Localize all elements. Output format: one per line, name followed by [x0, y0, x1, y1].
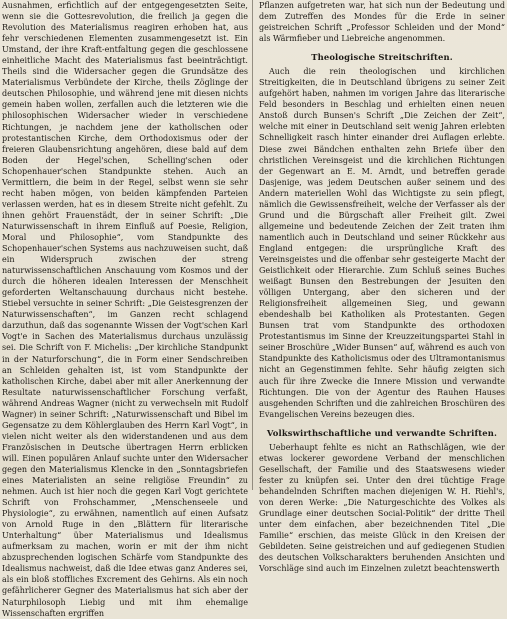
- section-text-volkswirthschaftliche: Ueberhaupt fehlte es nicht an Rathschlägen, wie der etwas lockerer gewordene Verband der menschlichen Gesellschaft, der Familie und des Staatswesens wieder fester zu knüpfen sei. Unter den drei tüchtige Frage behandelnden Schriften machen diejenigen W. H. Riehl's, von deren Werke: „Die Naturgeschichte des Volkes als Grundlage einer deutschen Social-Politik“ der dritte Theil unter dem einfachen, aber bezeichnenden Titel „Die Familie“ erschien, das meiste Glück in den Kreisen der Gebildeten. Seine geistreichen und auf gediegenen Studien des deutschen Volkscharakters beruhenden Ansichten und Vorschläge sind auch im Einzelnen zuletzt beachtenswerth: [259, 442, 505, 574]
- section-heading-volkswirthschaftliche: Volkswirthschaftliche und verwandte Schriften.: [266, 427, 498, 438]
- left-column-text: Ausnahmen, erfichtlich auf der entgegengesetzten Seite, wenn sie die Gottesrevolution, die freilich ja gegen die Revolution des Materialismus reagiren erhoben hat, aus fehr verschiedenen Elementen zusammengesetzt ist. Ein Umstand, der ihre Kraft-entfaltung gegen die geschlossene einheitliche Macht des Materialismus fast beeinträchtigt. Theils sind die Widersacher gegen die Grundsätze des Materialismus Verbündete der Kirche, theils Zöglinge der deutschen Philosophie, und während jene mit diesen nichts gemein haben wollen, zerfallen auch die letzteren wie die philosophischen Widersacher wieder in verschiedene Richtungen, je nachdem jene der katholischen oder protestantischen Kirche, dem Orthodoxismus oder der freieren Glaubensrichtung angehören, diese bald auf dem Boden der Hegel'schen, Schelling'schen oder Schopenhauer'schen Standpunkte stehen. Auch an Vermittlern, die beim in der Regel, selbst wenn sie sehr recht haben mögen, von beiden kämpfenden Parteien verlassen werden, hat es in diesem Streite nicht gefehlt. Zu ihnen gehört Frauenstädt, der in seiner Schrift: „Die Naturwissenschaft in ihrem Einfluß auf Poesie, Religion, Moral und Philosophie“, vom Standpunkte des Schopenhauer'schen Systems aus nachzuweisen sucht, daß ein Widerspruch zwischen der streng naturwissenschaftlichen Anschauung vom Kosmos und der durch die höheren idealen Interessen der Menschheit geforderten Weltanschauung durchaus nicht bestehe. Stiebel versuchte in seiner Schrift: „Die Geistesgrenzen der Naturwissenschaften“, im Ganzen recht schlagend darzuthun, daß das sogenannte Wissen der Vogt'schen Karl Vogt'e in Sachen des Materialismus durchaus unzulässig sei. Die Schrift von F. Michelis: „Der kirchliche Standpunkt in der Naturforschung“, die in Form einer Sendschreiben an Schleiden gehalten ist, ist vom Standpunkte der katholischen Kirche, dabei aber mit aller Anerkennung der Resultate naturwissenschaftlicher Forschung verfaßt, während Andreas Wagner (nicht zu verwechseln mit Rudolf Wagner) in seiner Schrift: „Naturwissenschaft und Bibel im Gegensatze zu dem Köhlerglauben des Herrn Karl Vogt“, in vielen nicht weiter als den widerstandenen und aus dem Französischen in Deutsche übertragen Herrn erblicken will. Einen populären Anlauf suchte unter den Widersacher gegen den Materialismus Klencke in den „Sonntagsbriefen eines Materialisten an seine religiöse Freundin“ zu nehmen. Auch ist hier noch die gegen Karl Vogt gerichtete Schrift von Frohschammer, „Menschenseele und Physiologie“, zu erwähnen, namentlich auf einen Aufsatz von Arnold Ruge in den „Blättern für literarische Unterhaltung“ über Materialismus und Idealismus aufmerksam zu machen, worin er mit der ihm nicht abzusprechenden logischen Schärfe vom Standpunkte des Idealismus nachweist, daß die Idee etwas ganz Anderes sei, als ein bloß stoffliches Excrement des Gehirns. Als ein noch gefährlicherer Gegner des Materialismus hat sich aber der Naturphilosoph Liebig und mit ihm ehemalige Wissenschaften ergriffen: [2, 1, 248, 618]
- section-heading-theologische: Theologische Streitschriften.: [311, 52, 453, 63]
- spacer: [259, 420, 505, 425]
- left-column: [2, 0, 248, 618]
- spacer: [259, 44, 505, 49]
- right-column: [259, 0, 505, 574]
- column-divider: [252, 0, 253, 490]
- right-intro-text: Pflanzen aufgetreten war, hat sich nun der Bedeutung und dem Zutreffen des Mondes für die Erde in seiner geistreichen Schrift „Professor Schleiden und der Mond“ als Wärmfieber und Liebreiche angenommen.: [259, 1, 505, 44]
- section-text-theologische: Auch die rein theologischen und kirchlichen Streitigkeiten, die in Deutschland übrigens zu seiner Zeit aufgehört haben, nahmen im vorigen Jahre das literarische Feld besonders in Beschlag und erhielten einen neuen Anstoß durch Bunsen's Schrift „Die Zeichen der Zeit“, welche mit einer in Deutschland seit wenig Jahren erlebten Schnelligkeit rasch hinter einander drei Auflagen erlebte. Diese zwei Bändchen enthalten zehn Briefe über den christlichen Vereinsgeist und die kirchlichen Richtungen der Gegenwart an E. M. Arndt, und betreffen gerade Dasjenige, was jedem Deutschen außer seinem und des Andern materiellen Wohl das Wichtigste zu sein pflegt, nämlich die Gewissensfreiheit, welche der Verfasser als der Grund und die Bürgschaft aller Freiheit gilt. Zwei allgemeine und bedeutende Zeichen der Zeit traten ihm namentlich auch in Deutschland und seiner Rückkehr aus England entgegen: die ursprüngliche Kraft des Vereinsgeistes und die offenbar sehr gesteigerte Macht der Geistlichkeit oder Hierarchie. Zum Schluß seines Buches weißagt Bunsen den Bestrebungen der Jesuiten den völligen Untergang, aber den sicheren und der Religionsfreiheit allgemeinen Sieg, und gewann ebendeshalb bei Katholiken als Protestanten. Gegen Bunsen trat vom Standpunkte des orthodoxen Protestantismus im Sinne der Kreuzzeitungspartei Stahl in seiner Broschüre „Wider Bunsen“ auf, während es auch von Standpunkte des Katholicismus oder des Ultramontanismus nicht an Gegenstimmen fehlte. Sehr häufig zeigten sich auch für ihre Zwecke die Innere Mission und verwandte Richtungen. Die von der Agentur des Rauhen Hauses ausgehenden Schriften und die zahlreichen Broschüren des Evangelischen Vereins bezeugen dies.: [259, 67, 505, 419]
